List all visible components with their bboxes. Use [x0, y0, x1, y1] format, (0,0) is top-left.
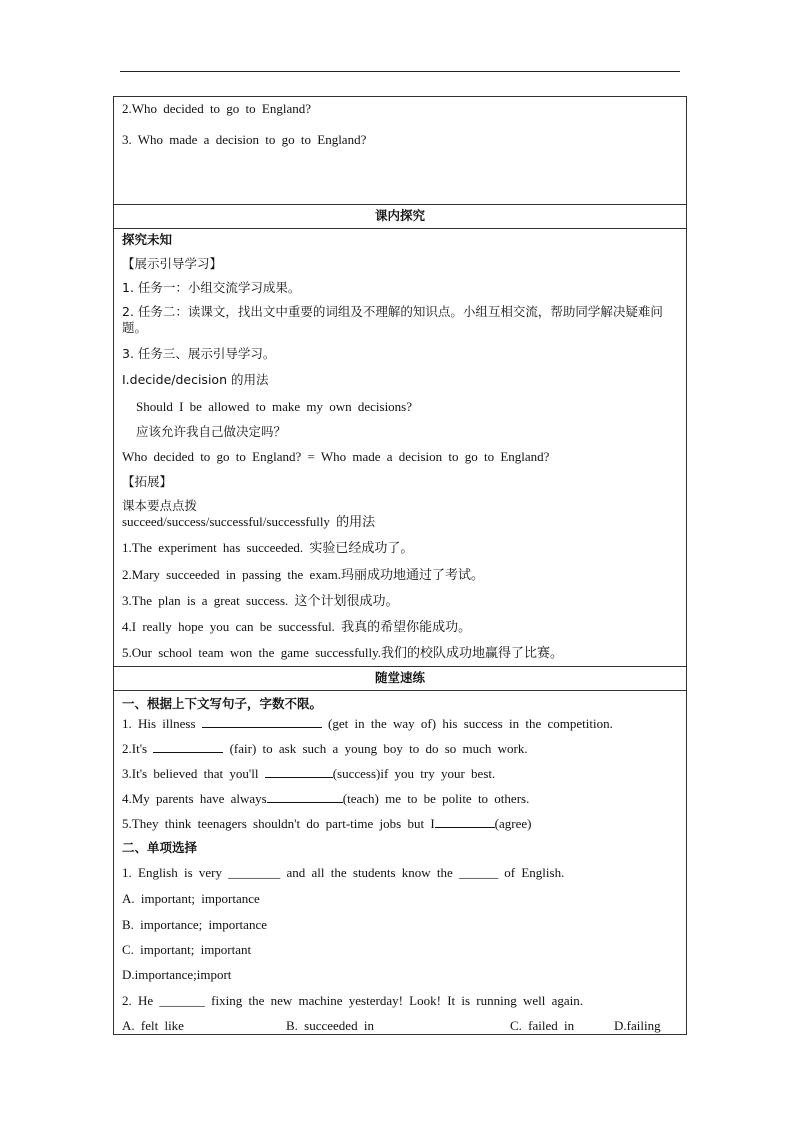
key-points: 课本要点点拨	[122, 498, 198, 513]
part-1-title: 一、根据上下文写句子，字数不限。	[122, 696, 323, 711]
fill-question-text: 5.They think teenagers shouldn't do part-time jobs but I	[122, 816, 435, 831]
row-divider	[114, 666, 686, 667]
task-2: 2. 任务二：读课文，找出文中重要的词组及不理解的知识点。小组互相交流，帮助同学解决疑难问题。	[122, 304, 663, 335]
fill-question-text: (fair) to ask such a young boy to do so much work.	[223, 741, 528, 756]
row-divider	[114, 228, 686, 229]
fill-question-text: (teach) me to be polite to others.	[342, 791, 530, 806]
section-heading-explore: 课内探究	[374, 208, 425, 223]
worksheet-table	[113, 96, 687, 1035]
example-4: 4.I really hope you can be successful. 我真的希望你能成功。	[122, 619, 472, 634]
usage-title: succeed/success/successful/successfully 的用法	[122, 514, 376, 529]
answer-blank[interactable]	[267, 790, 343, 803]
subheading: 探究未知	[122, 232, 173, 247]
option-b: B. importance; importance	[122, 917, 267, 932]
fill-question-2	[122, 740, 528, 757]
option-c: C. failed in	[510, 1018, 575, 1033]
example-3: 3.The plan is a great success. 这个计划很成功。	[122, 593, 399, 608]
fill-question-text: (agree)	[494, 816, 532, 831]
fill-question-5	[122, 815, 531, 832]
example-english: Should I be allowed to make my own decisions?	[136, 399, 413, 414]
fill-question-text: 2.It's	[122, 741, 154, 756]
answer-blank[interactable]	[265, 765, 333, 778]
example-2: 2.Mary succeeded in passing the exam.玛丽成功地通过了考试。	[122, 567, 484, 582]
part-2-title: 二、单项选择	[122, 840, 198, 855]
question-3: 3. Who made a decision to go to England?	[122, 132, 367, 147]
fill-question-1	[122, 715, 613, 732]
example-5: 5.Our school team won the game successfully.我们的校队成功地赢得了比赛。	[122, 645, 564, 660]
option-a: A. important; importance	[122, 891, 260, 906]
guide-title: 【展示引导学习】	[122, 256, 223, 271]
fill-question-text: (get in the way of) his success in the competition.	[321, 716, 613, 731]
row-divider	[114, 204, 686, 205]
answer-blank[interactable]	[202, 715, 322, 728]
question-2: 2.Who decided to go to England?	[122, 101, 312, 116]
choice-question-2: 2. He _______ fixing the new machine yesterday! Look! It is running well again.	[122, 993, 584, 1008]
fill-question-text: 1. His illness	[122, 716, 202, 731]
example-chinese: 应该允许我自己做决定吗？	[136, 424, 287, 439]
option-c: C. important; important	[122, 942, 252, 957]
fill-question-3	[122, 765, 495, 782]
task-1: 1. 任务一：小组交流学习成果。	[122, 280, 301, 295]
row-divider	[114, 690, 686, 691]
option-d: D.importance;import	[122, 967, 232, 982]
answer-blank[interactable]	[435, 815, 495, 828]
task-3: 3. 任务三、展示引导学习。	[122, 346, 276, 361]
answer-blank[interactable]	[153, 740, 223, 753]
section-heading-practice: 随堂速练	[374, 670, 425, 685]
option-b: B. succeeded in	[286, 1018, 374, 1033]
example-1: 1.The experiment has succeeded. 实验已经成功了。	[122, 540, 414, 555]
option-a: A. felt like	[122, 1018, 184, 1033]
choice-question-1: 1. English is very ________ and all the students know the ______ of English.	[122, 865, 565, 880]
header-rule	[120, 71, 680, 72]
fill-question-text: (success)if you try your best.	[332, 766, 496, 781]
equivalence-sentence: Who decided to go to England? = Who made a decision to go to England?	[122, 449, 550, 464]
option-d: D.failing	[614, 1018, 661, 1033]
fill-question-text: 4.My parents have always	[122, 791, 267, 806]
fill-question-4	[122, 790, 529, 807]
extension-title: 【拓展】	[122, 474, 173, 489]
fill-question-text: 3.It's believed that you'll	[122, 766, 265, 781]
point-1-title: Ⅰ.decide/decision 的用法	[122, 372, 269, 387]
